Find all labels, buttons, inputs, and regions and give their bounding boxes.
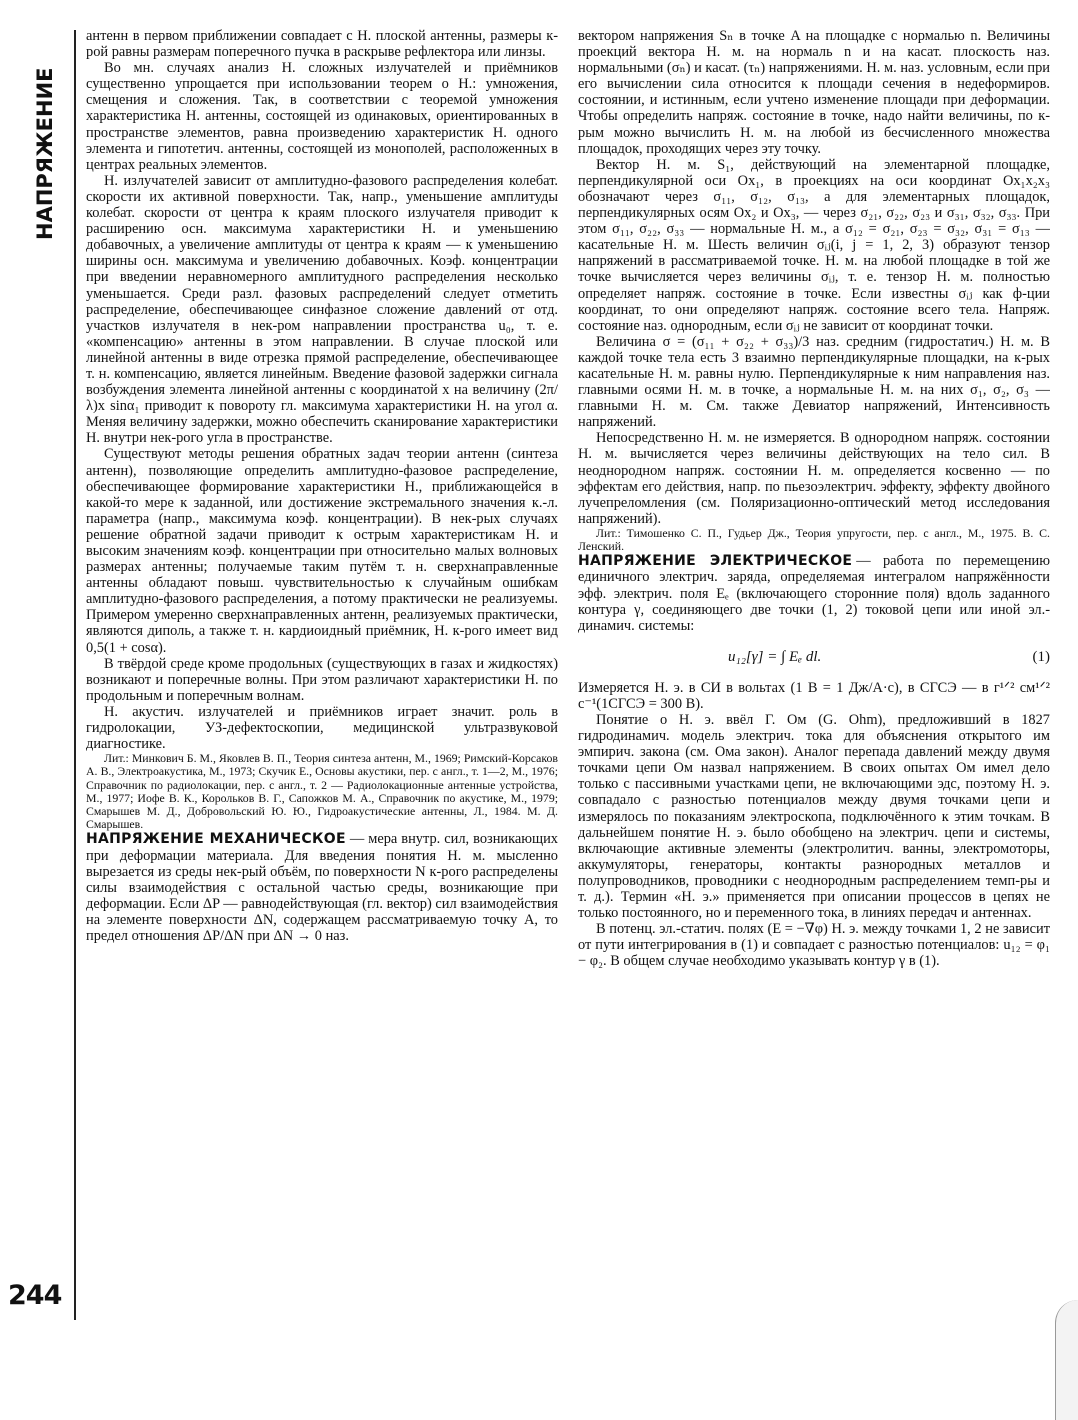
paragraph: Существуют методы решения обратных задач теории антенн (синтеза антенн), позволяющие определить амплитудно-фазовое распределение, обеспечивающее формирование характеристики Н., приближающейся в какой-то мере к заданной, или достижение экстремального значения к.-л. параметра (напр., максимума коэф. концентрации). В нек-рых случаях решение обратной задачи приводит к острым характеристикам Н. и высоким значениям коэф. концентрации при относительно малых волновых размерах антенны; получаемые таким путём т. н. сверхнаправленные антенны обладают повыш. чувствительностью к случайным ошибкам амплитудно-фазового распределения, а потому практически не реализуемы. Примером умеренно сверхнаправленных антенн, реализуемых практически, являются диполь, а также т. н. кардиоидный приёмник, Н. к-рого имеет вид 0,5(1 + cosα). bbox=[86, 446, 558, 656]
margin-rule bbox=[74, 30, 81, 1320]
article-electric-voltage bbox=[578, 553, 1050, 633]
article-text: — работа по перемещению единичного электрич. заряда, определяемая интегралом напряжённости эфф. электрич. поля Eₑ (включающего сторонние поля) вдоль заданного контура γ, соединяющего две точки (1, 2) токовой цепи или иной эл.-динамич. системы: bbox=[578, 553, 1050, 634]
paragraph: Вектор Н. м. S₁, действующий на элементарной площадке, перпендикулярной оси Ox₁, в проекциях на оси координат Ox₁x₂x₃ обозначают через σ₁₁, σ₁₂, σ₁₃, а для элементарных площадок, перпендикулярных осям Ox₂ и Ox₃, — через σ₂₁, σ₂₂, σ₂₃ и σ₃₁, σ₃₂, σ₃₃. При этом σ₁₁, σ₂₂, σ₃₃ — нормальные Н. м., а σ₁₂ = σ₂₁, σ₂₃ = σ₃₂, σ₃₁ = σ₁₃ — касательные Н. м. Шесть величин σᵢⱼ(i, j = 1, 2, 3) образуют тензор напряжений в рассматриваемой точке. Н. м. на любой площадке в той же точке вычисляется через величины σᵢⱼ, т. е. тензор Н. м. полностью определяет напряж. состояние в точке. Если известны σᵢⱼ как ф-ции координат, то они определяют напряж. состояние всего тела. Напряж. состояние наз. однородным, если σᵢⱼ не зависит от координат точки. bbox=[578, 156, 1050, 334]
formula-number: (1) bbox=[1032, 648, 1050, 665]
paragraph: вектором напряжения Sₙ в точке A на площадке с нормалью n. Величины проекций вектора Н. м. на нормаль n и на касат. плоскость наз. нормальными (σₙ) и касат. (τₙ) напряжениями. Н. м. наз. условным, если при его вычислении сила относится к площади сечения в недеформиров. состоянии, и истинным, если учтено изменение площади при деформации. Чтобы определить напряж. состояние в точке, надо найти величины, по к-рым можно вычислить Н. м. на любой из бесчисленного множества площадок, проходящих через эту точку. bbox=[578, 28, 1050, 157]
right-column bbox=[578, 28, 1050, 1328]
paragraph: Н. акустич. излучателей и приёмников играет значит. роль в гидролокации, УЗ-дефектоскопии, медицинской ультразвуковой диагностике. bbox=[86, 703, 558, 753]
article-heading: НАПРЯЖЕНИЕ ЭЛЕКТРИЧЕСКОЕ bbox=[578, 553, 853, 570]
running-head-svg bbox=[30, 30, 60, 240]
paragraph: Измеряется Н. э. в СИ в вольтах (1 В = 1 Дж/А·с), в СГСЭ — в г¹ᐟ² см¹ᐟ² с⁻¹(1СГСЭ = 300 В). bbox=[578, 679, 1050, 712]
paragraph: Величина σ = (σ₁₁ + σ₂₂ + σ₃₃)/3 наз. средним (гидростатич.) Н. м. В каждой точке тела есть 3 взаимно перпендикулярные площадки, на к-рых касательные Н. м. равны нулю. Перпендикулярные к ним направления наз. главными осями Н. м. в точке, а нормальные Н. м. на них σ₁, σ₂, σ₃ — главными Н. м. См. также Девиатор напряжений, Интенсивность напряжений. bbox=[578, 333, 1050, 431]
paragraph: Во мн. случаях анализ Н. сложных излучателей и приёмников существенно упрощается при использовании теорем о Н.: умножения, смещения и сложения. Так, в соответствии с теоремой умножения характеристика Н. антенны, состоящей из одинаковых, ориентированных в пространстве элементов, равна произведению характеристик Н. одного элемента и гипотетич. антенны, состоящей из монополей, расположенных в центрах реальных элементов. bbox=[86, 60, 558, 173]
formula-1 bbox=[578, 634, 1050, 680]
formula-expression: u₁₂[γ] = ∫ Eₑ dl. bbox=[728, 648, 822, 665]
paragraph: Непосредственно Н. м. не измеряется. В однородном напряж. состоянии Н. м. вычисляется через величины действующих на тело сил. В неоднородном напряж. состоянии Н. м. определяется косвенно — по эффектам его действия, напр. по пьезоэлектрич. эффекту, эффекту двойного лучепреломления (см. Поляризационно-оптический метод исследования напряжений). bbox=[578, 430, 1050, 527]
running-head-text: НАПРЯЖЕНИЕ bbox=[33, 67, 57, 240]
literature-references: Лит.: Минкович Б. М., Яковлев В. П., Теория синтеза антенн, М., 1969; Римский-Корсаков А. В., Электроакустика, М., 1973; Скучик Е., Основы акустики, пер. с англ., т. 1—2, М., 1976; Справочник по радиолокации, пер. с англ., т. 2 — Радиолокационные антенные устройства, М., 1977; Иофе В. К., Корольков В. Г., Сапожков М. А., Справочник по акустике, М., 1979; Смарышев М. Д., Добровольский Ю. Ю., Гидроакустические антенны, Л., 1984. М. Д. Смарышев. bbox=[86, 751, 558, 832]
paragraph: Н. излучателей зависит от амплитудно-фазового распределения колебат. скорости их активной поверхности. Так, напр., уменьшение амплитуды колебат. скорости от центра к краям плоского излучателя приводит к расширению осн. максимума характеристики Н. и уменьшению добавочных, а увеличение амплитуды от центра к краям — к уменьшению ширины осн. максимума и увеличению добавочных. Коэф. концентрации при введении неравномерного амплитудного распределения несколько уменьшается. Среди разл. фазовых распределений следует отметить распределение, обеспечивающее синфазное сложение давлений от отд. участков излучателя в нек-ром направлении пространства u₀, т. е. «компенсацию» антенны в этом направлении. В случае плоской или линейной антенны в виде отрезка прямой распределение, обеспечивающее т. н. компенсацию, является линейным. Введение фазовой задержки сигнала возбуждения элемента линейной антенны с координатой x на величину (2π/λ)x sinα₁ приводит к повороту гл. максимума характеристики Н. на угол α. Меняя величину задержки, можно обеспечить сканирование характеристики Н. внутри нек-рого угла в пространстве. bbox=[86, 172, 558, 447]
page-number: 244 bbox=[8, 1280, 62, 1311]
article-text: — мера внутр. сил, возникающих при деформации материала. Для введения понятия Н. м. мысленно вырезается из среды нек-рый объём, по поверхности N к-рого распределены силы взаимодействия с остальной частью среды, возникающие при деформации. Если ΔP — равнодействующая (гл. вектор) сил взаимодействия на элементе поверхности ΔN, содержащем рассматриваемую точку A, то предел отношения ΔP/ΔN при ΔN → 0 наз. bbox=[86, 831, 558, 944]
article-mechanical-stress bbox=[86, 831, 558, 944]
page-curl bbox=[1055, 1300, 1078, 1420]
paragraph: В твёрдой среде кроме продольных (существующих в газах и жидкостях) возникают и поперечные волны. При этом различают характеристики Н. по продольным и поперечным волнам. bbox=[86, 655, 558, 704]
running-head-vertical bbox=[30, 30, 60, 240]
article-heading: НАПРЯЖЕНИЕ МЕХАНИЧЕСКОЕ bbox=[86, 831, 346, 848]
paragraph: Понятие о Н. э. ввёл Г. Ом (G. Ohm), предложивший в 1827 гидродинамич. модель электрич. тока для объяснения открытого им эмпирич. закона (см. Ома закон). Аналог перепада давлений между двумя точками цепи Ом назвал напряжением. В своих опытах Ом имел дело только с пассивными участками цепи, не включающими эдс, поэтому Н. э. совпадало с разностью потенциалов между двумя точками цепи и измерялось по показаниям электроскопа, подключённого к этим точкам. В дальнейшем понятие Н. э. было обобщено на электрич. цепи и системы, включающие активные элементы (электролитич. ванны, электромоторы, аккумуляторы, генераторы, контакты разнородных металлов и полупроводников, проводники с неоднородным распределением темп-ры и т. д.). Термин «Н. э.» применяется при описании процессов в цепях не только постоянного, но и переменного тока, в линиях передач и антеннах. bbox=[578, 711, 1050, 922]
literature-references: Лит.: Тимошенко С. П., Гудьер Дж., Теория упругости, пер. с англ., М., 1975. В. С. Ленский. bbox=[578, 525, 1050, 554]
paragraph: В потенц. эл.-статич. полях (E = −∇φ) Н. э. между точками 1, 2 не зависит от пути интегрирования в (1) и совпадает с разностью потенциалов: u₁₂ = φ₁ − φ₂. В общем случае необходимо указывать контур γ в (1). bbox=[578, 921, 1050, 970]
paragraph: антенн в первом приближении совпадает с Н. плоской антенны, размеры к-рой равны размерам поперечного пучка в раскрыве рефлектора или линзы. bbox=[86, 28, 558, 61]
left-column bbox=[86, 28, 558, 1328]
